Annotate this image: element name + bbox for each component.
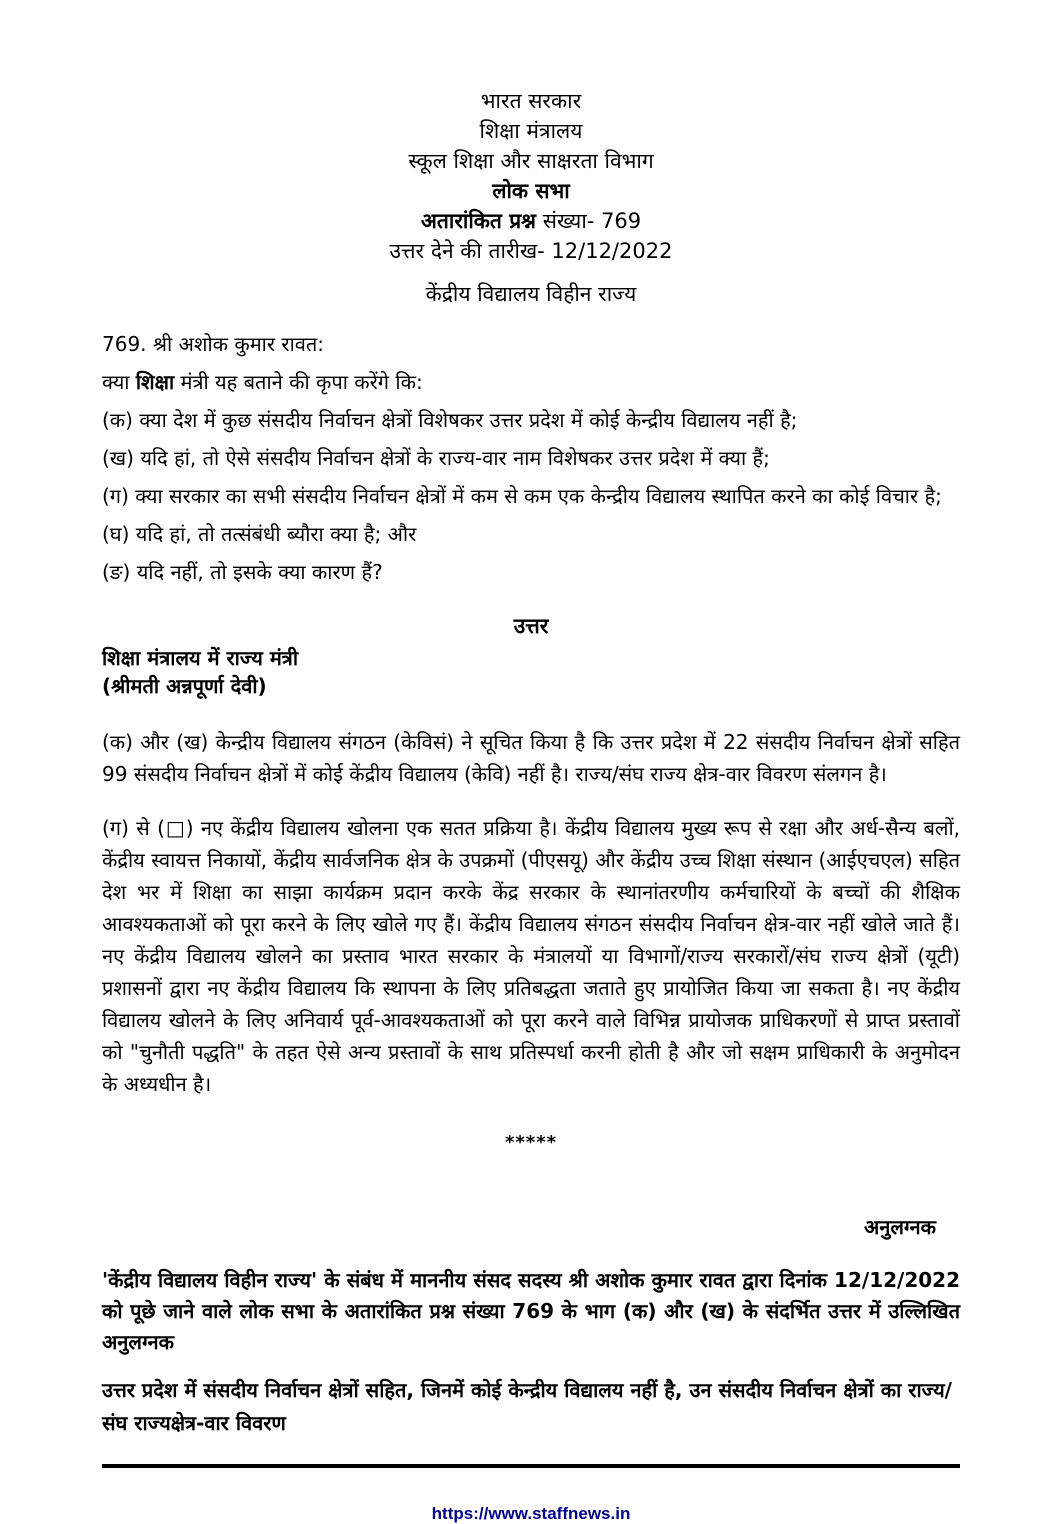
minister-title: शिक्षा मंत्रालय में राज्य मंत्री <box>102 646 299 670</box>
header-ministry: शिक्षा मंत्रालय <box>479 119 583 143</box>
question-intro-suffix: मंत्री यह बताने की कृपा करेंगे कि: <box>174 370 423 394</box>
question-part-d: (घ) यदि हां, तो तत्संबंधी ब्यौरा क्या है; और <box>102 522 417 546</box>
question-part-c: (ग) क्या सरकार का सभी संसदीय निर्वाचन क्षेत्रों में कम से कम एक केन्द्रीय विद्यालय स्थापित करने का कोई विचार है; <box>102 484 942 508</box>
annexure-para-reference: 'केंद्रीय विद्यालय विहीन राज्य' के संबंध में माननीय संसद सदस्य श्री अशोक कुमार रावत द्वारा दिनांक 12/12/2022 को पूछे जाने वाले लोक सभा के अतारांकित प्रश्न संख्या 769 के भाग (क) और (ख) के संदर्भित उत्तर में उल्लिखित अनुलग्नक <box>102 1268 960 1354</box>
document-header <box>102 0 960 266</box>
header-government: भारत सरकार <box>480 89 582 113</box>
question-intro-prefix: क्या <box>102 370 136 394</box>
answer-para-ce: (ग) से (□) नए केंद्रीय विद्यालय खोलना एक सतत प्रक्रिया है। केंद्रीय विद्यालय मुख्य रूप से रक्षा और अर्ध-सैन्य बलों, केंद्रीय स्वायत्त निकायों, केंद्रीय सार्वजनिक क्षेत्र के उपक्रमों (पीएसयू) और केंद्रीय उच्च शिक्षा संस्थान (आईएचएल) सहित देश भर में शिक्षा का साझा कार्यक्रम प्रदान करके केंद्र सरकार के स्थानांतरणीय कर्मचारियों के बच्चों की शैक्षिक आवश्यकताओं को पूरा करने के लिए खोले गए हैं। केंद्रीय विद्यालय संगठन संसदीय निर्वाचन क्षेत्र-वार नहीं खोले जाते हैं। नए केंद्रीय विद्यालय खोलने का प्रस्ताव भारत सरकार के मंत्रालयों या विभागों/राज्य सरकारों/संघ राज्य क्षेत्रों (यूटी) प्रशासनों द्वारा नए केंद्रीय विद्यालय कि स्थापना के लिए प्रतिबद्धता जताते हुए प्रायोजित किया जा सकता है। नए केंद्रीय विद्यालय खोलने के लिए अनिवार्य पूर्व-आवश्यकताओं को पूरा करने वाले विभिन्न प्रायोजक प्राधिकरणों से प्राप्त प्रस्तावों को "चुनौती पद्धति" के तहत ऐसे अन्य प्रस्तावों के साथ प्रतिस्पर्धा करनी होती है और जो सक्षम प्राधिकारी के अनुमोदन के अध्यधीन है। <box>102 816 960 1096</box>
question-intro-line <box>102 370 960 394</box>
section-separator-stars: ***** <box>504 1132 558 1153</box>
header-answer-date: उत्तर देने की तारीख- 12/12/2022 <box>389 239 673 263</box>
question-type-label: अतारांकित प्रश्न <box>420 209 536 233</box>
question-part-a: (क) क्या देश में कुछ संसदीय निर्वाचन क्षेत्रों विशेषकर उत्तर प्रदेश में कोई केन्द्रीय विद्यालय नहीं है; <box>102 408 798 432</box>
question-part-b: (ख) यदि हां, तो ऐसे संसदीय निर्वाचन क्षेत्रों के राज्य-वार नाम विशेषकर उत्तर प्रदेश में क्या हैं; <box>102 446 770 470</box>
annexure-para-details: उत्तर प्रदेश में संसदीय निर्वाचन क्षेत्रों सहित, जिनमें कोई केन्द्रीय विद्यालय नहीं है, उन संसदीय निर्वाचन क्षेत्रों का राज्य/संघ राज्यक्षेत्र-वार विवरण <box>102 1378 952 1435</box>
header-question-number-line <box>102 206 960 236</box>
footer-url-link[interactable]: https://www.staffnews.in <box>431 1504 631 1523</box>
minister-name: (श्रीमती अन्नपूर्णा देवी) <box>102 674 267 698</box>
answer-heading: उत्तर <box>513 614 549 638</box>
question-section <box>102 332 960 584</box>
question-member-line: 769. श्री अशोक कुमार रावत: <box>102 332 325 356</box>
header-department: स्कूल शिक्षा और साक्षरता विभाग <box>408 149 654 173</box>
question-part-e: (ङ) यदि नहीं, तो इसके क्या कारण हैं? <box>102 560 383 584</box>
minister-block <box>102 644 960 700</box>
question-intro-minister: शिक्षा <box>135 370 175 394</box>
question-number: संख्या- 769 <box>542 209 642 233</box>
answer-para-ab: (क) और (ख) केन्द्रीय विद्यालय संगठन (केविसं) ने सूचित किया है कि उत्तर प्रदेश में 22 संसदीय निर्वाचन क्षेत्रों सहित 99 संसदीय निर्वाचन क्षेत्रों में कोई केंद्रीय विद्यालय (केवि) नहीं है। राज्य/संघ राज्य क्षेत्र-वार विवरण संलगन है। <box>102 730 960 786</box>
footer-divider <box>102 1464 960 1468</box>
annexure-label: अनुलग्नक <box>863 1215 936 1239</box>
header-house: लोक सभा <box>492 179 570 203</box>
document-subject: केंद्रीय विद्यालय विहीन राज्य <box>425 282 637 306</box>
